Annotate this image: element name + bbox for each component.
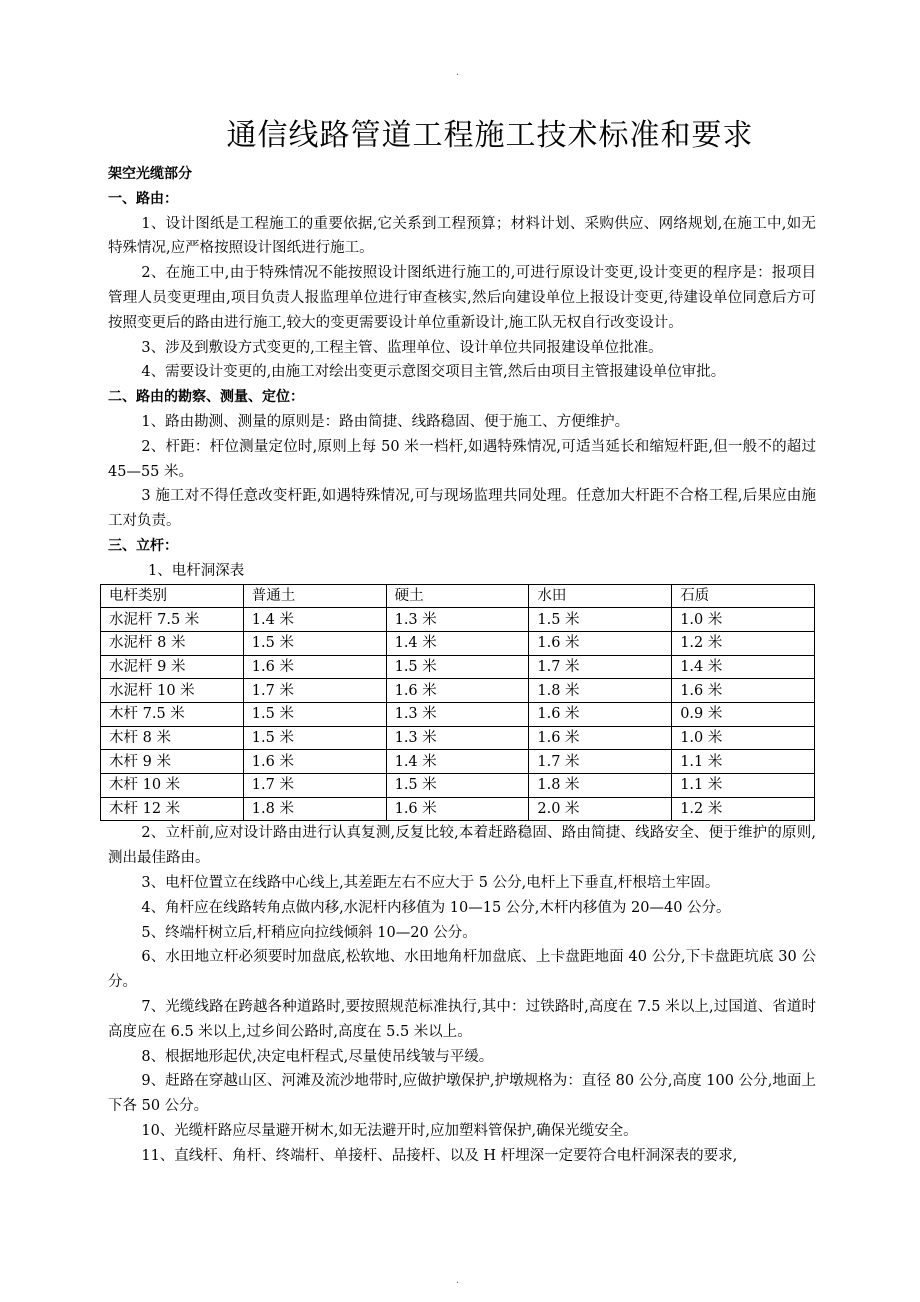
depth-cell: 1.6 米 — [243, 750, 386, 774]
depth-cell: 1.0 米 — [672, 608, 815, 632]
depth-cell: 1.8 米 — [243, 797, 386, 821]
depth-cell: 1.5 米 — [243, 726, 386, 750]
depth-cell: 1.4 米 — [672, 655, 815, 679]
depth-cell: 1.8 米 — [529, 774, 672, 798]
pole-depth-table — [100, 584, 815, 822]
table-caption: 1、电杆洞深表 — [148, 562, 245, 579]
depth-cell: 1.6 米 — [243, 655, 386, 679]
pole-type-cell: 水泥杆 7.5 米 — [101, 608, 244, 632]
pole-type-cell: 木杆 8 米 — [101, 726, 244, 750]
paragraph: 7、光缆线路在跨越各种道路时,要按照规范标准执行,其中：过铁路时,高度在 7.5 米以上,过国道、省道时高度应在 6.5 米以上,过乡间公路时,高度在 5.5 米以上。 — [108, 999, 816, 1040]
depth-cell: 1.1 米 — [672, 774, 815, 798]
paragraph: 3 施工对不得任意改变杆距,如遇特殊情况,可与现场监理共同处理。任意加大杆距不合格工程,后果应由施工对负责。 — [108, 488, 816, 530]
paragraph: 3、电杆位置立在线路中心线上,其差距左右不应大于 5 公分,电杆上下垂直,杆根培土牢固。 — [141, 875, 720, 892]
paragraph: 11、直线杆、角杆、终端杆、单接杆、品接杆、以及 H 杆埋深一定要符合电杆洞深表的要求, — [141, 1147, 738, 1164]
pole-type-cell: 水泥杆 8 米 — [101, 631, 244, 655]
depth-cell: 1.3 米 — [386, 726, 529, 750]
depth-cell: 1.5 米 — [386, 655, 529, 679]
depth-cell: 1.5 米 — [386, 774, 529, 798]
paragraph: 9、赶路在穿越山区、河滩及流沙地带时,应做护墩保护,护墩规格为：直径 80 公分,高度 100 公分,地面上下各 50 公分。 — [108, 1073, 816, 1115]
depth-cell: 1.7 米 — [243, 774, 386, 798]
paragraph: 1、路由勘测、测量的原则是：路由简捷、线路稳固、便于施工、方便维护。 — [141, 413, 630, 430]
paragraph: 2、立杆前,应对设计路由进行认真复测,反复比较,本着赶路稳固、路由简捷、线路安全、便于维护的原则,测出最佳路由。 — [108, 825, 816, 867]
paragraph: 4、角杆应在线路转角点做内移,水泥杆内移值为 10—15 公分,木杆内移值为 20—40 公分。 — [141, 899, 731, 916]
table-row — [101, 702, 815, 726]
depth-cell: 1.5 米 — [243, 631, 386, 655]
depth-cell: 1.5 米 — [243, 702, 386, 726]
header-cell: 石质 — [672, 584, 815, 608]
table-row — [101, 750, 815, 774]
paragraph: 5、终端杆树立后,杆稍应向拉线倾斜 10—20 公分。 — [141, 924, 477, 941]
section-title: 架空光缆部分 — [108, 166, 192, 182]
pole-type-cell: 木杆 7.5 米 — [101, 702, 244, 726]
table-row — [101, 797, 815, 821]
depth-cell: 1.4 米 — [386, 750, 529, 774]
footer-dot: . — [456, 1275, 460, 1286]
heading-survey: 二、路由的勘察、测量、定位： — [108, 389, 304, 406]
pole-type-cell: 木杆 12 米 — [101, 797, 244, 821]
depth-cell: 1.7 米 — [529, 750, 672, 774]
document-body — [108, 162, 816, 1169]
header-dot: . — [456, 67, 460, 78]
paragraph: 4、需要设计变更的,由施工对绘出变更示意图交项目主管,然后由项目主管报建设单位审批。 — [141, 364, 726, 381]
table-row — [101, 679, 815, 703]
depth-cell: 2.0 米 — [529, 797, 672, 821]
depth-cell: 1.6 米 — [529, 726, 672, 750]
header-cell: 硬土 — [386, 584, 529, 608]
paragraph: 6、水田地立杆必须要时加盘底,松软地、水田地角杆加盘底、上卡盘距地面 40 公分,下卡盘距坑底 30 公分。 — [108, 949, 816, 991]
depth-cell: 1.4 米 — [386, 631, 529, 655]
depth-cell: 1.7 米 — [243, 679, 386, 703]
depth-cell: 1.6 米 — [529, 631, 672, 655]
header-cell: 电杆类别 — [101, 584, 244, 608]
depth-cell: 1.3 米 — [386, 702, 529, 726]
depth-cell: 1.0 米 — [672, 726, 815, 750]
table-row — [101, 608, 815, 632]
depth-cell: 1.6 米 — [529, 702, 672, 726]
pole-type-cell: 木杆 10 米 — [101, 774, 244, 798]
depth-cell: 1.3 米 — [386, 608, 529, 632]
heading-pole-erection: 三、立杆： — [108, 537, 178, 554]
table-row — [101, 726, 815, 750]
depth-cell: 1.5 米 — [529, 608, 672, 632]
page-title: 通信线路管道工程施工技术标准和要求 — [226, 118, 754, 153]
paragraph: 8、根据地形起伏,决定电杆程式,尽量使吊线皱与平缓。 — [141, 1048, 494, 1065]
depth-cell: 1.8 米 — [529, 679, 672, 703]
header-cell: 水田 — [529, 584, 672, 608]
depth-cell: 1.6 米 — [386, 679, 529, 703]
pole-type-cell: 水泥杆 10 米 — [101, 679, 244, 703]
table-header-row — [101, 584, 815, 608]
paragraph: 10、光缆杆路应尽量避开树木,如无法避开时,应加塑料管保护,确保光缆安全。 — [141, 1122, 638, 1139]
paragraph: 3、涉及到敷设方式变更的,工程主管、监理单位、设计单位共同报建设单位批准。 — [141, 339, 663, 356]
pole-type-cell: 水泥杆 9 米 — [101, 655, 244, 679]
depth-cell: 1.4 米 — [243, 608, 386, 632]
depth-cell: 1.2 米 — [672, 631, 815, 655]
heading-routing: 一、路由： — [108, 190, 178, 207]
depth-cell: 1.6 米 — [386, 797, 529, 821]
table-row — [101, 631, 815, 655]
depth-cell: 1.1 米 — [672, 750, 815, 774]
table-row — [101, 655, 815, 679]
table-row — [101, 774, 815, 798]
pole-type-cell: 木杆 9 米 — [101, 750, 244, 774]
depth-cell: 1.6 米 — [672, 679, 815, 703]
paragraph: 1、设计图纸是工程施工的重要依据,它关系到工程预算；材料计划、采购供应、网络规划,在施工中,如无特殊情况,应严格按照设计图纸进行施工。 — [108, 215, 816, 257]
paragraph: 2、杆距：杆位测量定位时,原则上每 50 米一档杆,如遇特殊情况,可适当延长和缩短杆距,但一般不的超过 45—55 米。 — [108, 438, 816, 480]
depth-cell: 1.2 米 — [672, 797, 815, 821]
depth-cell: 1.7 米 — [529, 655, 672, 679]
depth-cell: 0.9 米 — [672, 702, 815, 726]
header-cell: 普通土 — [243, 584, 386, 608]
paragraph: 2、在施工中,由于特殊情况不能按照设计图纸进行施工的,可进行原设计变更,设计变更的程序是：报项目管理人员变更理由,项目负责人报监理单位进行审查核实,然后向建设单位上报设计变更,待建设单位同意后方可按照变更后的路由进行施工,较大的变更需要设计单位重新设计,施工队无权自行改变设计。 — [108, 265, 816, 331]
